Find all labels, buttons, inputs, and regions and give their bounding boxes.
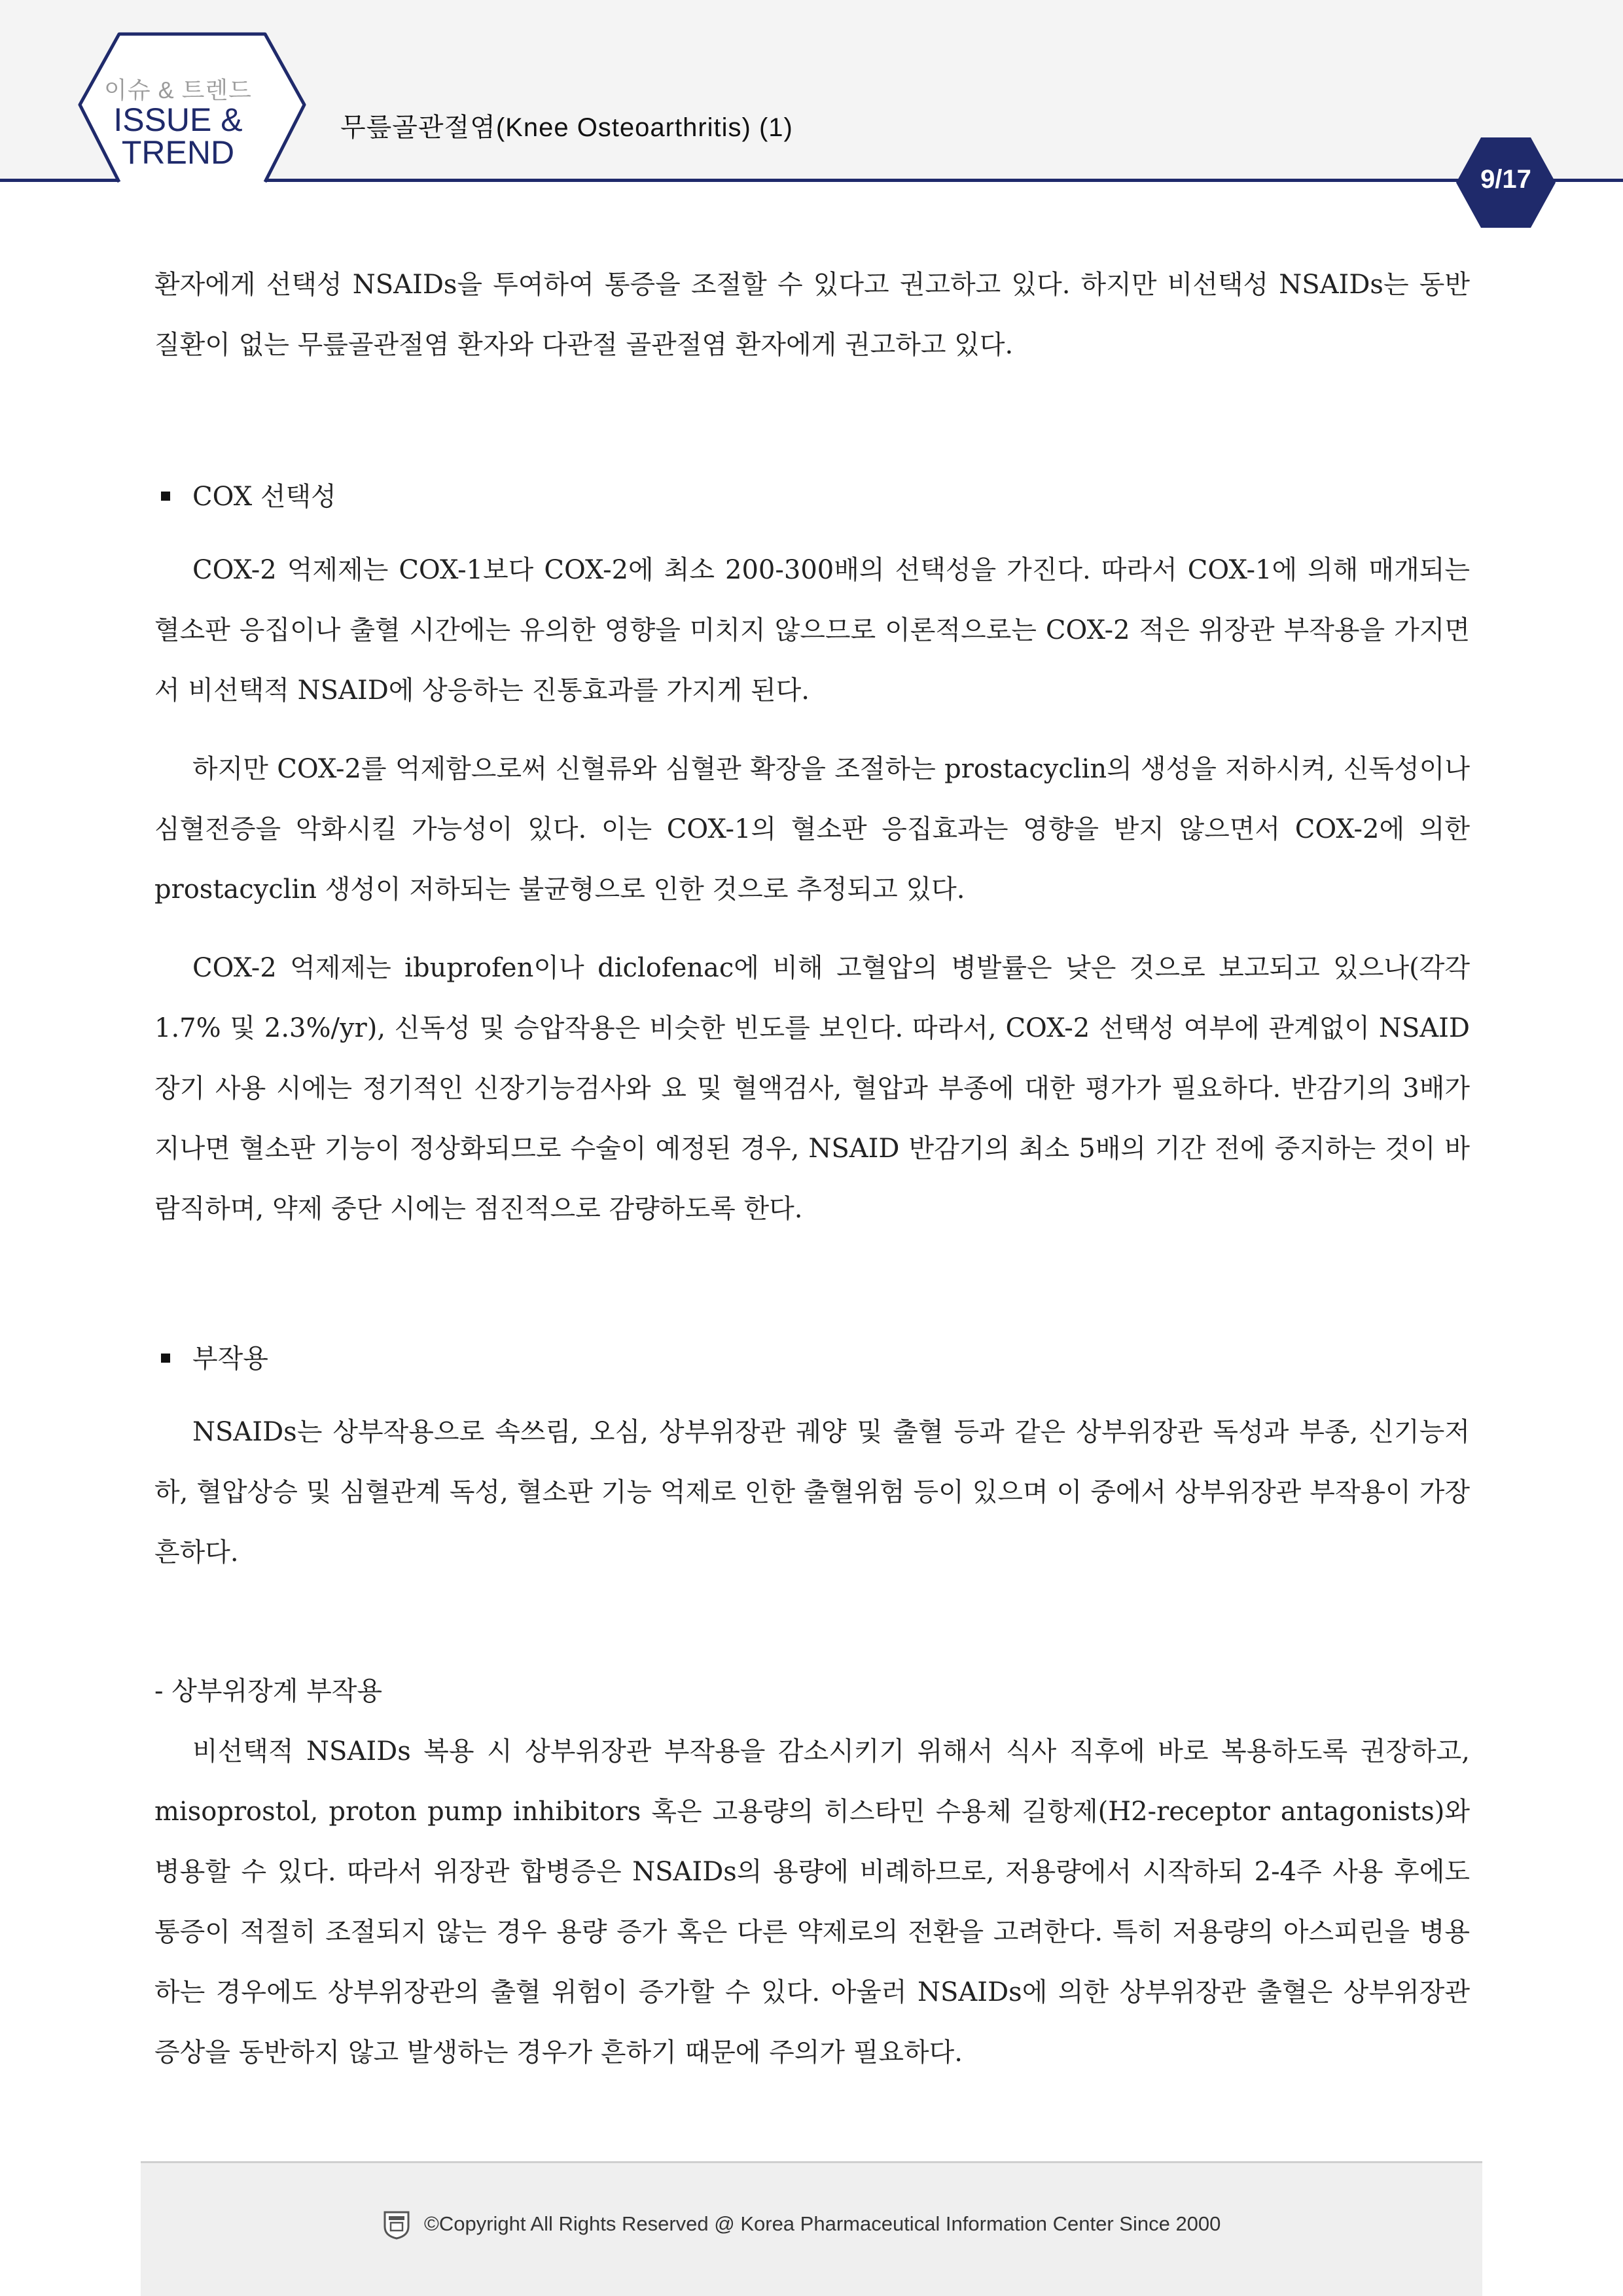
cox-paragraph-1: COX-2 억제제는 COX-1보다 COX-2에 최소 200-300배의 선택성을 가진다. 따라서 COX-1에 의해 매개되는 혈소판 응집이나 출혈 시간에는 유의한 영향을 미치지 않으므로 이론적으로는 COX-2 적은 위장관 부작용을 가지면서 비선택적 NSAID에 상응하는 진통효과를 가지게 된다. (154, 555, 1470, 706)
intro-paragraph: 환자에게 선택성 NSAIDs을 투여하여 통증을 조절할 수 있다고 권고하고 있다. 하지만 비선택성 NSAIDs는 동반 질환이 없는 무릎골관절염 환자와 다관절 골관절염 환자에게 권고하고 있다. (154, 270, 1470, 360)
gi-heading: - 상부위장계 부작용 (154, 1676, 383, 1706)
logo-title (80, 103, 276, 169)
cox-heading (161, 477, 336, 516)
cox-paragraph-3: COX-2 억제제는 ibuprofen이나 diclofenac에 비해 고혈압의 병발률은 낮은 것으로 보고되고 있으나(각각 1.7% 및 2.3%/yr), 신독성 및 승압작용은 비슷한 빈도를 보인다. 따라서, COX-2 선택성 여부에 관계없이 NSAID 장기 사용 시에는 정기적인 신장기능검사와 요 및 혈액검사, 혈압과 부종에 대한 평가가 필요하다. 반감기의 3배가 지나면 혈소판 기능이 정상화되므로 수술이 예정된 경우, NSAID 반감기의 최소 5배의 기간 전에 중지하는 것이 바람직하며, 약제 중단 시에는 점진적으로 감량하도록 한다. (154, 953, 1470, 1224)
side-effects-heading-text: 부작용 (192, 1344, 268, 1374)
cox-paragraph-2: 하지만 COX-2를 억제함으로써 신혈류와 심혈관 확장을 조절하는 prostacyclin의 생성을 저하시켜, 신독성이나 심혈전증을 악화시킬 가능성이 있다. 이는 COX-1의 혈소판 응집효과는 영향을 받지 않으면서 COX-2에 의한 prostacyclin 생성이 저하되는 불균형으로 인한 것으로 추정되고 있다. (154, 754, 1470, 905)
footer-copyright: ©Copyright All Rights Reserved @ Korea Pharmaceutical Information Center Since 2000 (424, 2212, 1221, 2235)
logo-title-line2: TREND (121, 134, 235, 171)
kpic-emblem-icon (383, 2210, 410, 2240)
page-number: 9/17 (1480, 165, 1531, 194)
page-title: 무릎골관절염(Knee Osteoarthritis) (1) (340, 113, 793, 142)
side-effects-paragraph: NSAIDs는 상부작용으로 속쓰림, 오심, 상부위장관 궤양 및 출혈 등과 같은 상부위장관 독성과 부종, 신기능저하, 혈압상승 및 심혈관계 독성, 혈소판 기능 억제로 인한 출혈위험 등이 있으며 이 중에서 상부위장관 부작용이 가장 흔하다. (154, 1417, 1470, 1568)
bullet-square-icon (161, 1354, 170, 1363)
bullet-square-icon (161, 492, 170, 501)
logo-subtitle: 이슈 & 트렌드 (104, 77, 252, 103)
side-effects-heading (161, 1339, 268, 1378)
gi-paragraph: 비선택적 NSAIDs 복용 시 상부위장관 부작용을 감소시키기 위해서 식사 직후에 바로 복용하도록 권장하고, misoprostol, proton pump inhibitors 혹은 고용량의 히스타민 수용체 길항제(H2-receptor antagonists)와 병용할 수 있다. 따라서 위장관 합병증은 NSAIDs의 용량에 비례하므로, 저용량에서 시작하되 2-4주 사용 후에도 통증이 적절히 조절되지 않는 경우 용량 증가 혹은 다른 약제로의 전환을 고려한다. 특히 저용량의 아스피린을 병용하는 경우에도 상부위장관의 출혈 위험이 증가할 수 있다. 아울러 NSAIDs에 의한 상부위장관 출혈은 상부위장관 증상을 동반하지 않고 발생하는 경우가 흔하기 때문에 주의가 필요하다. (154, 1736, 1470, 2068)
cox-heading-text: COX 선택성 (192, 482, 336, 512)
logo-title-line1: ISSUE & (113, 101, 243, 138)
